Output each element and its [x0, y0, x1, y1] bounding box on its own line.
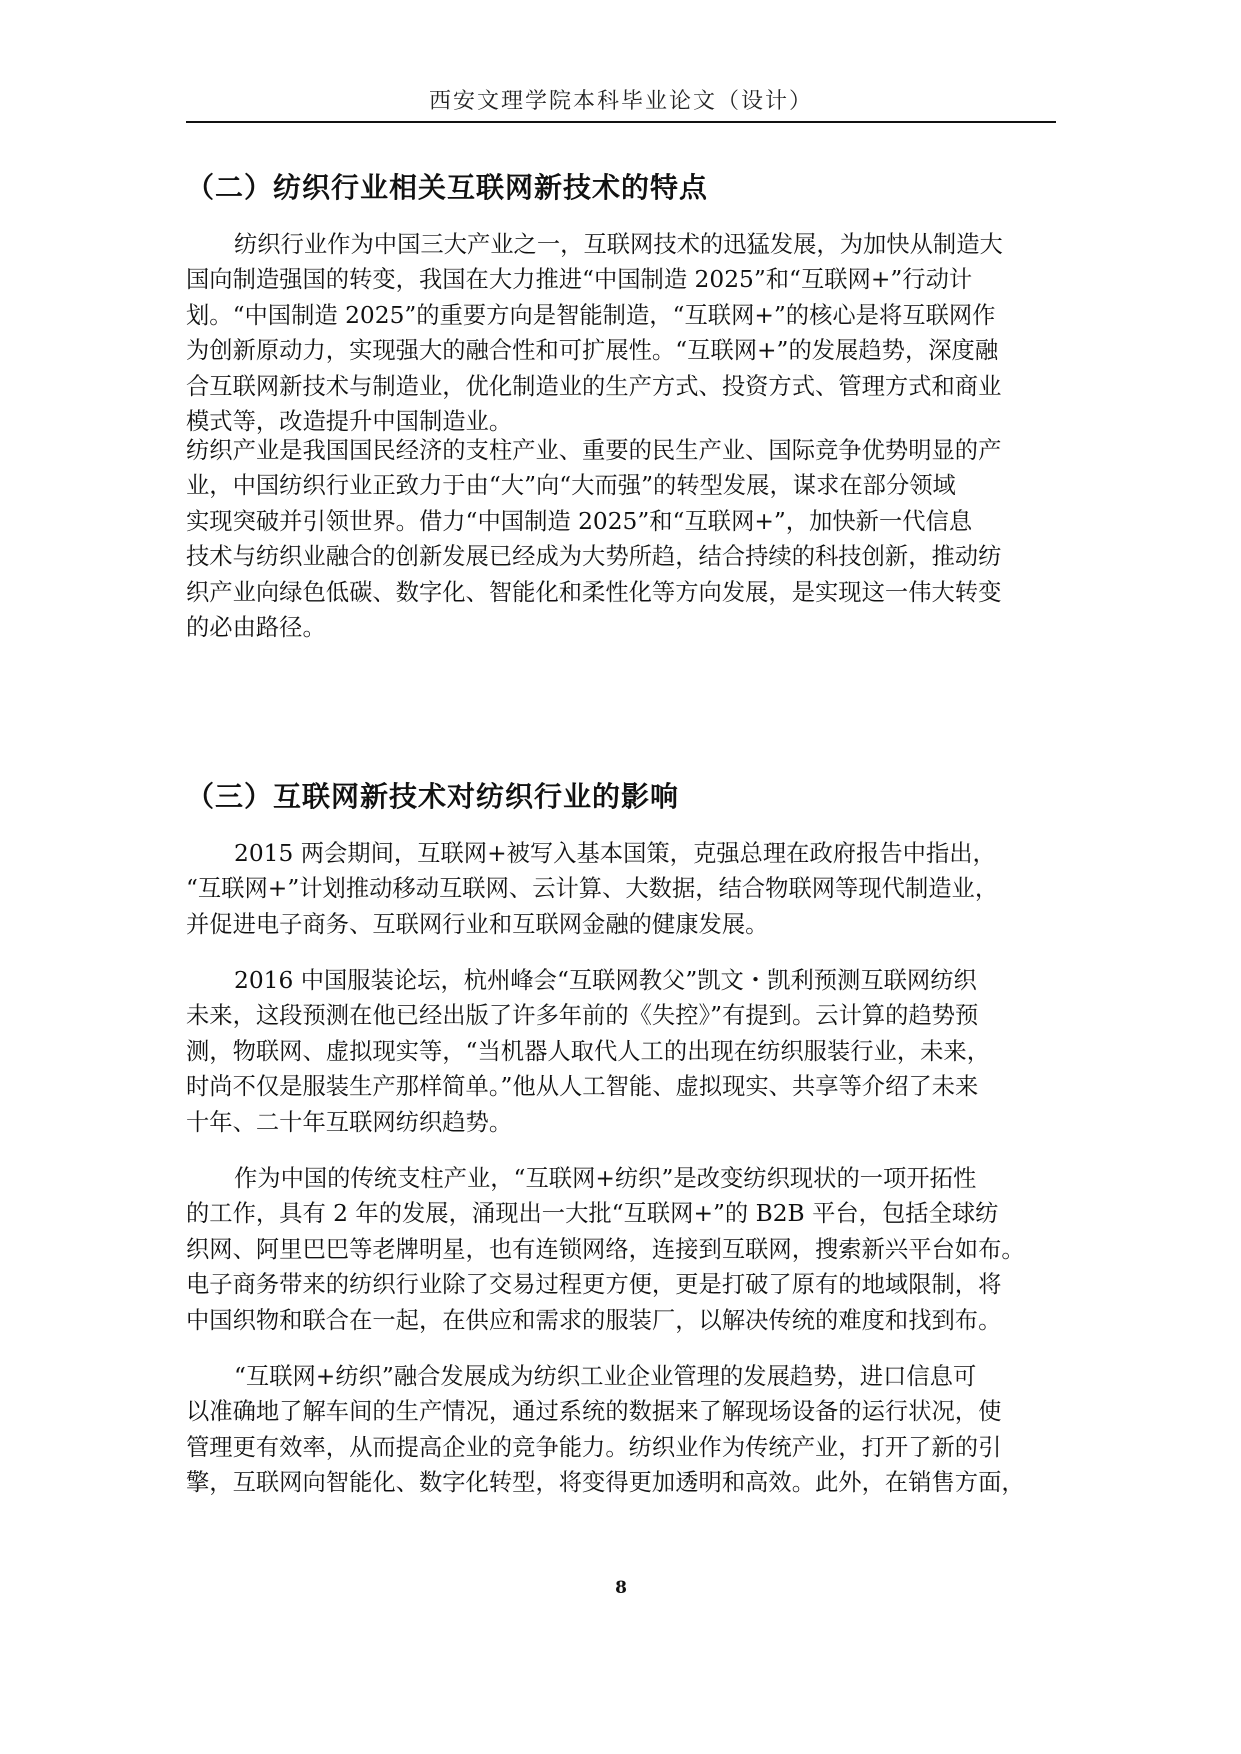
paragraph-3-4	[186, 1359, 1056, 1501]
text-line: 织产业向绿色低碳、数字化、智能化和柔性化等方向发展，是实现这一伟大转变	[186, 578, 1002, 606]
text-line: 的工作，具有 2 年的发展，涌现出一大批“互联网+”的 B2B 平台，包括全球纺	[186, 1200, 999, 1228]
paragraph-3-3	[186, 1161, 1056, 1338]
section-heading-2: （二）纺织行业相关互联网新技术的特点	[186, 171, 709, 204]
text-line: 模式等，改造提升中国制造业。	[186, 408, 513, 436]
text-line: 中国织物和联合在一起，在供应和需求的服装厂，以解决传统的难度和找到布。	[186, 1306, 1002, 1334]
text-line: 测，物联网、虚拟现实等，“当机器人取代人工的出现在纺织服装行业，未来，	[186, 1037, 991, 1065]
text-line: 国向制造强国的转变，我国在大力推进“中国制造 2025”和“互联网+”行动计	[186, 266, 973, 294]
text-line: 十年、二十年互联网纺织趋势。	[186, 1108, 513, 1136]
section-heading-3: （三）互联网新技术对纺织行业的影响	[186, 780, 680, 813]
text-line: 纺织产业是我国国民经济的支柱产业、重要的民生产业、国际竞争优势明显的产	[186, 437, 1002, 464]
text-line: 电子商务带来的纺织行业除了交易过程更方便，更是打破了原有的地域限制，将	[186, 1271, 1002, 1299]
text-line: 2016 中国服装论坛，杭州峰会“互联网教父”凯文・凯利预测互联网纺织	[234, 967, 977, 994]
text-line: 织网、阿里巴巴等老牌明星，也有连锁网络，连接到互联网，搜索新兴平台如布。	[186, 1235, 1025, 1263]
text-line: 擎，互联网向智能化、数字化转型，将变得更加透明和高效。此外，在销售方面，	[186, 1469, 1025, 1497]
text-line: 合互联网新技术与制造业，优化制造业的生产方式、投资方式、管理方式和商业	[186, 372, 1002, 400]
text-line: 管理更有效率，从而提高企业的竞争能力。纺织业作为传统产业，打开了新的引	[186, 1433, 1002, 1461]
page-header-title: 西安文理学院本科毕业论文（设计）	[428, 89, 813, 114]
text-line: 时尚不仅是服装生产那样简单。”他从人工智能、虚拟现实、共享等介绍了未来	[186, 1073, 979, 1101]
text-line: 以准确地了解车间的生产情况，通过系统的数据来了解现场设备的运行状况，使	[186, 1398, 1002, 1426]
text-line: 的必由路径。	[186, 614, 326, 642]
text-line: 业，中国纺织行业正致力于由“大”向“大而强”的转型发展，谋求在部分领域	[186, 472, 956, 500]
page-number: 8	[615, 1578, 627, 1598]
text-line: 划。“中国制造 2025”的重要方向是智能制造，“互联网+”的核心是将互联网作	[186, 301, 996, 329]
text-line: 作为中国的传统支柱产业，“互联网+纺织”是改变纺织现状的一项开拓性	[234, 1165, 977, 1192]
paragraph-2-2	[186, 433, 1056, 645]
text-line: 并促进电子商务、互联网行业和互联网金融的健康发展。	[186, 910, 769, 938]
text-line: “互联网+纺织”融合发展成为纺织工业企业管理的发展趋势，进口信息可	[234, 1363, 977, 1390]
text-line: 为创新原动力，实现强大的融合性和可扩展性。“互联网+”的发展趋势，深度融	[186, 337, 999, 365]
text-line: 实现突破并引领世界。借力“中国制造 2025”和“互联网+”，加快新一代信息	[186, 507, 973, 535]
text-line: “互联网+”计划推动移动互联网、云计算、大数据，结合物联网等现代制造业，	[186, 875, 999, 903]
header-divider	[186, 121, 1056, 123]
paragraph-3-1	[186, 836, 1056, 942]
text-line: 未来，这段预测在他已经出版了许多年前的《失控》”有提到。云计算的趋势预	[186, 1002, 979, 1030]
text-line: 技术与纺织业融合的创新发展已经成为大势所趋，结合持续的科技创新，推动纺	[186, 543, 1002, 571]
paragraph-2-1	[186, 227, 1056, 439]
text-line: 纺织行业作为中国三大产业之一，互联网技术的迅猛发展，为加快从制造大	[234, 231, 1003, 258]
paragraph-3-2	[186, 963, 1056, 1140]
text-line: 2015 两会期间，互联网+被写入基本国策，克强总理在政府报告中指出，	[234, 840, 996, 867]
